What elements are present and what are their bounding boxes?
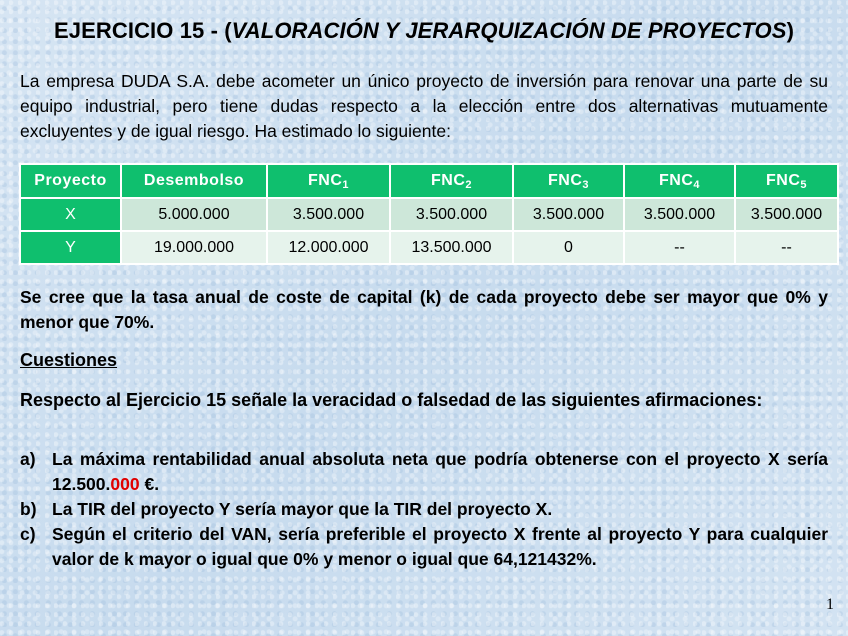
table-cell: 3.500.000: [390, 198, 513, 231]
list-item: [20, 522, 828, 572]
header-cell: Desembolso: [121, 164, 267, 198]
statement-list: [20, 447, 828, 572]
table-header-row: [20, 164, 838, 198]
table-cell: 5.000.000: [121, 198, 267, 231]
table-cell: 12.000.000: [267, 231, 390, 264]
table-cell: --: [735, 231, 838, 264]
item-label: c): [20, 524, 36, 544]
page-title: [0, 18, 848, 44]
list-item: [20, 497, 828, 522]
question-intro: Respecto al Ejercicio 15 señale la veracidad o falsedad de las siguientes afirmaciones:: [20, 390, 763, 410]
rate-note: Se cree que la tasa anual de coste de capital (k) de cada proyecto debe ser mayor que 0% y menor que 70%.: [20, 287, 828, 332]
projects-table: [19, 163, 839, 265]
item-text: La TIR del proyecto Y sería mayor que la TIR del proyecto X.: [52, 499, 553, 519]
intro-paragraph: La empresa DUDA S.A. debe acometer un único proyecto de inversión para renovar una parte de su equipo industrial, pero tiene dudas respecto a la elección entre dos alternativas mutuamente excluyentes y de igual riesgo. Ha estimado lo siguiente:: [20, 71, 828, 141]
title-prefix: EJERCICIO 15 - (: [54, 18, 232, 43]
header-cell: $FNC_5$: [735, 164, 838, 198]
project-cell: Y: [20, 231, 121, 264]
table-cell: 13.500.000: [390, 231, 513, 264]
header-cell: $FNC_1$: [267, 164, 390, 198]
project-cell: X: [20, 198, 121, 231]
item-text: La máxima rentabilidad anual absoluta neta que podría obtenerse con el proyecto X sería 12.500.000 €.: [52, 449, 828, 494]
title-italic: VALORACIÓN Y JERARQUIZACIÓN DE PROYECTOS: [231, 18, 787, 43]
table-cell: 3.500.000: [735, 198, 838, 231]
table-cell: 3.500.000: [624, 198, 735, 231]
item-label: a): [20, 449, 36, 469]
header-cell: Proyecto: [20, 164, 121, 198]
table-row: [20, 231, 838, 264]
table-row: [20, 198, 838, 231]
table-cell: 3.500.000: [513, 198, 624, 231]
questions-heading: Cuestiones: [20, 350, 118, 370]
header-cell: $FNC_4$: [624, 164, 735, 198]
table-cell: --: [624, 231, 735, 264]
item-label: b): [20, 499, 37, 519]
header-cell: $FNC_2$: [390, 164, 513, 198]
table-cell: 3.500.000: [267, 198, 390, 231]
table-cell: 0: [513, 231, 624, 264]
list-item: [20, 447, 828, 497]
item-text: Según el criterio del VAN, sería preferible el proyecto X frente al proyecto Y para cualquier valor de k mayor o igual que 0% y menor o igual que 64,121432%.: [52, 524, 828, 569]
title-suffix: ): [786, 18, 794, 43]
page-number: 1: [826, 596, 834, 613]
highlighted-text: 000: [110, 474, 140, 494]
header-cell: $FNC_3$: [513, 164, 624, 198]
table-cell: 19.000.000: [121, 231, 267, 264]
